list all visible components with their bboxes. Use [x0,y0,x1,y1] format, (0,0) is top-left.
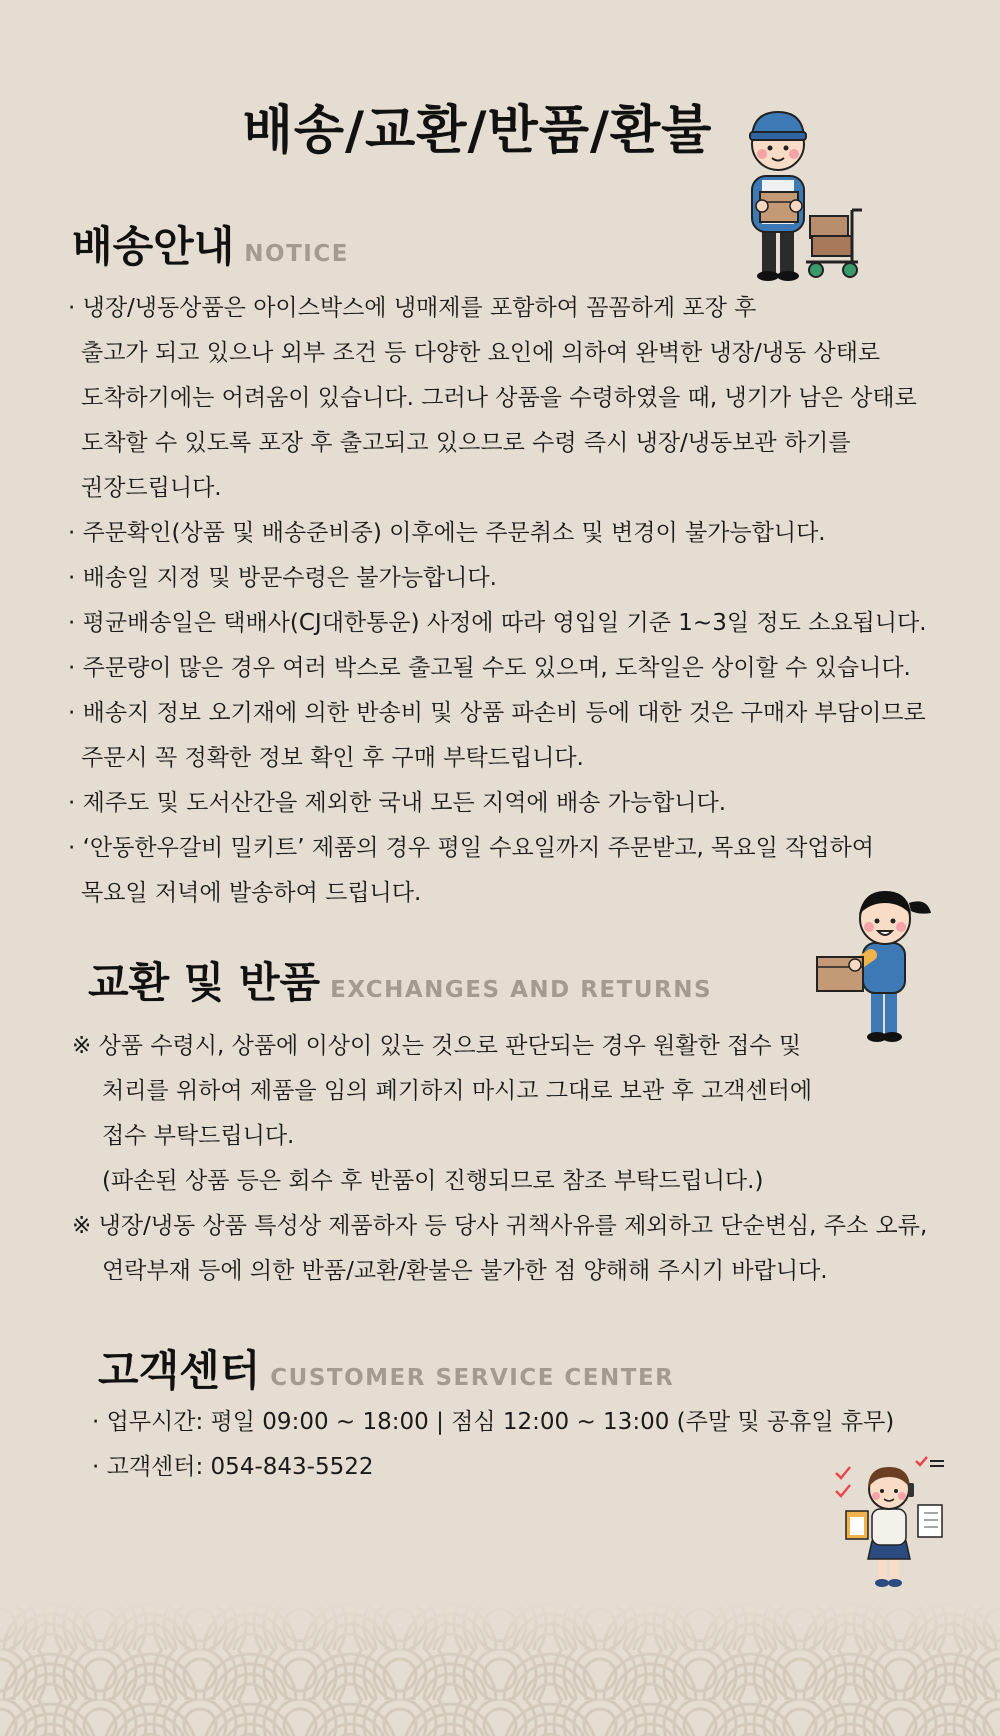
list-item: · 냉장/냉동상품은 아이스박스에 냉매제를 포함하여 꼼꼼하게 포장 후 [68,295,757,321]
shipping-notice-list [68,286,927,916]
page-title: 배송/교환/반품/환불 [242,101,713,161]
list-item: · 고객센터: 054-843-5522 [92,1454,374,1480]
list-item: 접수 부탁드립니다. [102,1123,295,1149]
shipping-heading [72,222,349,271]
list-item: · 주문량이 많은 경우 여러 박스로 출고될 수도 있으며, 도착일은 상이할 수 있습니다. [68,655,911,681]
returns-heading-ko: 교환 및 반품 [88,958,321,1007]
list-item: 출고가 되고 있으나 외부 조건 등 다양한 요인에 의하여 완벽한 냉장/냉동 상태로 [81,340,881,366]
list-item: · 제주도 및 도서산간을 제외한 국내 모든 지역에 배송 가능합니다. [68,790,727,816]
returns-heading [88,958,713,1007]
list-item: 도착할 수 있도록 포장 후 출고되고 있으므로 수령 즉시 냉장/냉동보관 하기를 [81,430,851,456]
list-item: · 주문확인(상품 및 배송준비중) 이후에는 주문취소 및 변경이 불가능합니다. [68,520,826,546]
customer-service-heading-ko: 고객센터 [98,1346,261,1395]
returns-notice-list [72,1024,927,1294]
list-item: 주문시 꼭 정확한 정보 확인 후 구매 부탁드립니다. [81,745,584,771]
shipping-heading-ko: 배송안내 [72,222,235,271]
delivery-man-illustration [740,110,880,285]
list-item: · 평균배송일은 택배사(CJ대한통운) 사정에 따라 영입일 기준 1~3일 정도 소요됩니다. [68,610,927,636]
list-item: · ‘안동한우갈비 밀키트’ 제품의 경우 평일 수요일까지 주문받고, 목요일 작업하여 [68,835,875,861]
list-item: 목요일 저녁에 발송하여 드립니다. [81,880,422,906]
list-item: 연락부재 등에 의한 반품/교환/환불은 불가한 점 양해해 주시기 바랍니다. [102,1258,828,1284]
list-item: · 업무시간: 평일 09:00 ~ 18:00 | 점심 12:00 ~ 13:00 (주말 및 공휴일 휴무) [92,1409,895,1435]
list-item: 처리를 위하여 제품을 임의 폐기하지 마시고 그대로 보관 후 고객센터에 [102,1078,813,1104]
list-item: (파손된 상품 등은 회수 후 반품이 진행되므로 참조 부탁드립니다.) [102,1168,764,1194]
customer-service-heading-en: CUSTOMER SERVICE CENTER [270,1365,675,1391]
customer-service-heading [98,1346,675,1395]
returns-heading-en: EXCHANGES AND RETURNS [330,977,713,1003]
list-item: ※ 냉장/냉동 상품 특성상 제품하자 등 당사 귀책사유를 제외하고 단순변심, 주소 오류, [72,1213,928,1239]
list-item: · 배송지 정보 오기재에 의한 반송비 및 상품 파손비 등에 대한 것은 구매자 부담이므로 [68,700,926,726]
wave-pattern [0,1600,1000,1736]
list-item: ※ 상품 수령시, 상품에 이상이 있는 것으로 판단되는 경우 원활한 접수 및 [72,1033,802,1059]
list-item: · 배송일 지정 및 방문수령은 불가능합니다. [68,565,497,591]
call-center-woman-illustration [828,1455,948,1590]
list-item: 도착하기에는 어려움이 있습니다. 그러나 상품을 수령하였을 때, 냉기가 남은 상태로 [81,385,917,411]
woman-with-box-illustration [815,885,950,1045]
shipping-heading-en: NOTICE [244,241,349,267]
customer-service-list [92,1400,894,1490]
list-item: 권장드립니다. [81,475,222,501]
